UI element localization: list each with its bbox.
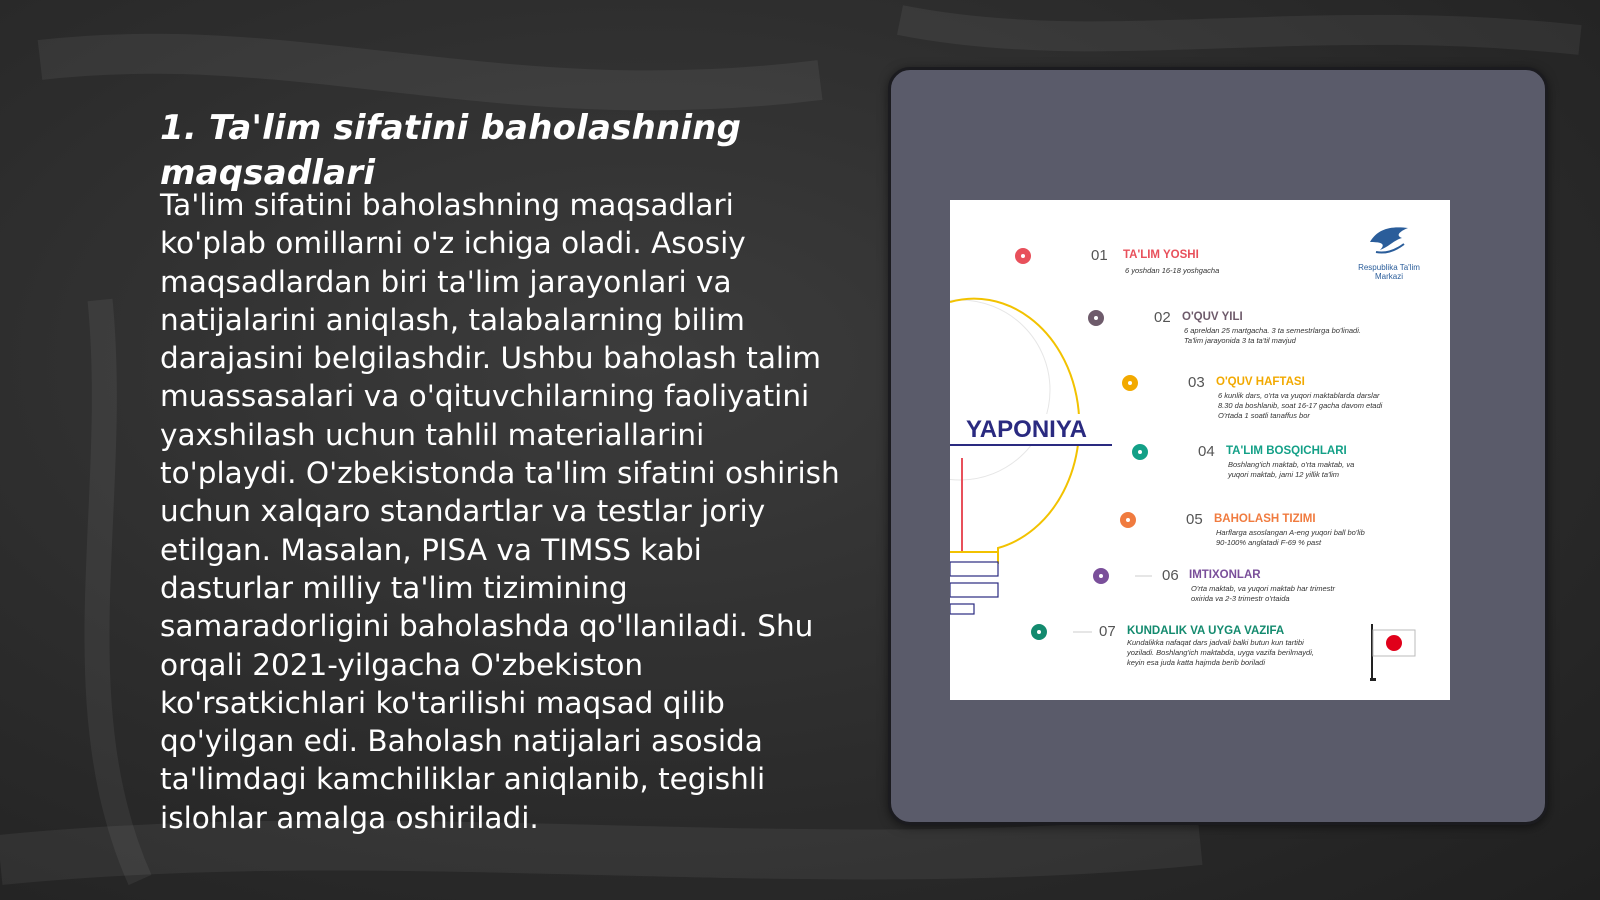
step-03-title: O'QUV HAFTASI xyxy=(1216,376,1305,388)
step-05-marker xyxy=(1120,512,1136,528)
step-03-number: 03 xyxy=(1188,374,1205,391)
logo xyxy=(1354,224,1424,281)
step-03-desc: 6 kunlik dars, o'rta va yuqori maktablarda darslar 8.30 da boshlanib, soat 16-17 gacha davom etadi O'rtada 1 soatli tanaffus bor xyxy=(1218,391,1383,420)
logo-text: Respublika Ta'lim Markazi xyxy=(1358,263,1420,281)
slide-body-text: Ta'lim sifatini baholashning maqsadlari ko'plab omillarni o'z ichiga oladi. Asosiy maqsadlardan biri ta'lim jarayonlari va natijalarini aniqlash, talabalarning bilim darajasini belgilashdir. Ushbu baholash talim muassasalari va o'qituvchilarning faoliyatini yaxshilash uchun tahlil materiallarini to'playdi. O'zbekistonda ta'lim sifatini oshirish uchun xalqaro standartlar va testlar joriy etilgan. Masalan, PISA va TIMSS kabi dasturlar milliy ta'lim tizimining samaradorligini baholashda qo'llaniladi. Shu orqali 2021-yilgacha O'zbekiston ko'rsatkichlari ko'tarilishi maqsad qilib qo'yilgan edi. Baholash natijalari asosida ta'limdagi kamchiliklar aniqlanib, tegishli islohlar amalga oshiriladi. xyxy=(160,188,840,835)
infographic-poster xyxy=(950,200,1450,700)
step-06-marker xyxy=(1093,568,1109,584)
step-06-number: 06 xyxy=(1162,567,1179,584)
step-05-desc: Harflarga asoslangan A-eng yuqori ball bo'lib 90-100% anglatadi F-69 % past xyxy=(1216,528,1365,547)
step-07-title: KUNDALIK VA UYGA VAZIFA xyxy=(1127,625,1285,637)
step-05-title: BAHOLASH TIZIMI xyxy=(1214,513,1316,525)
slide-title: 1. Ta'lim sifatini baholashning maqsadlari xyxy=(160,108,742,193)
dove-logo-icon xyxy=(1366,224,1412,258)
step-07-desc: Kundalikka nafaqat dars jadvali balki butun kun tartibi yoziladi. Boshlang'ich maktabda, uyga vazifa berilmaydi, keyin esa juda katta hajmda berib boriladi xyxy=(1127,638,1314,667)
japan-flag xyxy=(1368,624,1418,684)
step-07-marker xyxy=(1031,624,1047,640)
step-04-desc: Boshlang'ich maktab, o'rta maktab, va yuqori maktab, jami 12 yillik ta'lim xyxy=(1228,460,1355,479)
step-02-marker xyxy=(1088,310,1104,326)
step-04-title: TA'LIM BOSQICHLARI xyxy=(1226,445,1347,457)
japan-flag-icon xyxy=(1368,624,1418,684)
step-02-desc: 6 apreldan 25 martgacha. 3 ta semestrlarga bo'linadi. Ta'lim jarayonida 3 ta ta'til mavjud xyxy=(1184,326,1361,345)
step-01-title: TA'LIM YOSHI xyxy=(1123,249,1199,261)
step-06-title: IMTIXONLAR xyxy=(1189,569,1261,581)
step-01-marker xyxy=(1015,248,1031,264)
step-03-marker xyxy=(1122,375,1138,391)
step-01-desc: 6 yoshdan 16-18 yoshgacha xyxy=(1125,266,1220,275)
step-05-number: 05 xyxy=(1186,511,1203,528)
step-02-number: 02 xyxy=(1154,309,1171,326)
step-04-marker xyxy=(1132,444,1148,460)
step-06-desc: O'rta maktab, va yuqori maktab har trimestr oxirida va 2-3 trimestr o'rtaida xyxy=(1191,584,1335,603)
step-04-number: 04 xyxy=(1198,443,1215,460)
step-02-title: O'QUV YILI xyxy=(1182,311,1243,323)
country-label: YAPONIYA xyxy=(950,414,1112,446)
step-07-number: 07 xyxy=(1099,623,1116,640)
step-01-number: 01 xyxy=(1091,247,1108,264)
